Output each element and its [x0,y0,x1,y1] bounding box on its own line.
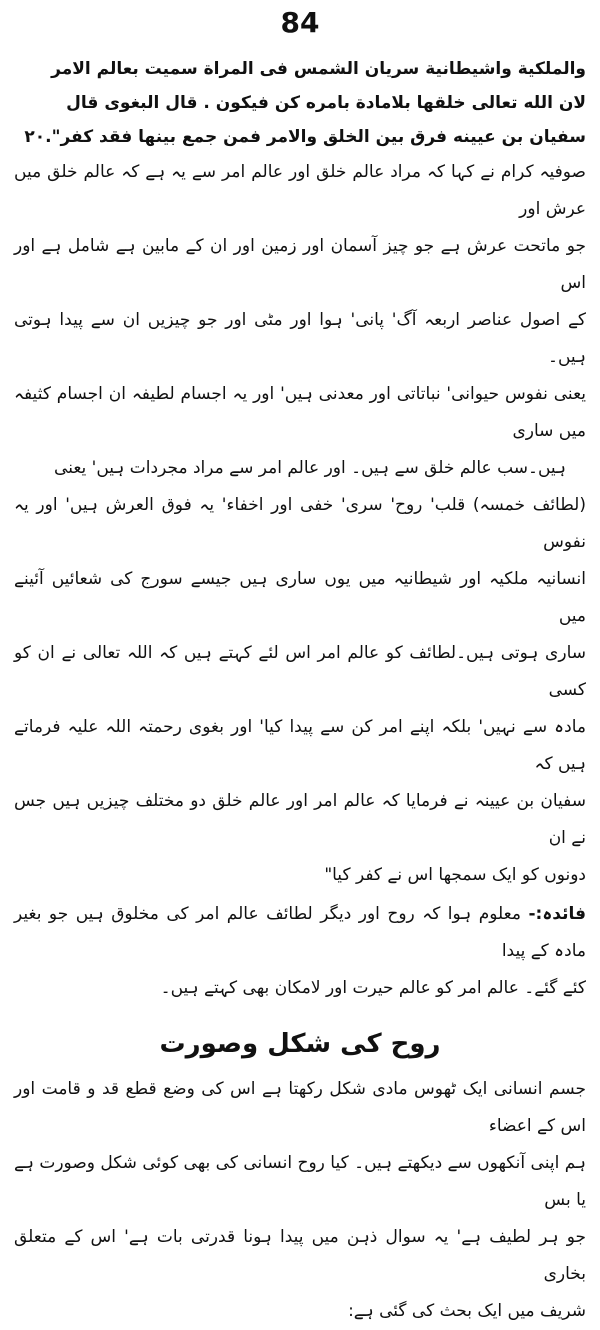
urdu-paragraph-soul-form [14,1071,586,1330]
benefit-note [14,896,586,1007]
text-line: جو ماتحت عرش ہے جو چیز آسمان اور زمین اور ان کے مابین ہے شامل ہے اور اس [14,236,586,293]
text-line: صوفیہ کرام نے کہا کہ مراد عالم خلق اور عالم امر سے یہ ہے کہ عالم خلق میں عرش اور [14,162,586,219]
text-line: جو ہر لطیف ہے' یہ سوال ذہن میں پیدا ہونا قدرتی بات ہے' اس کے متعلق بخاری [14,1227,586,1284]
benefit-label: فائدہ:- [528,904,587,924]
text-line: ساری ہوتی ہیں۔لطائف کو عالم امر اس لئے کہتے ہیں کہ اللہ تعالی نے ان کو کسی [14,643,586,700]
arabic-line: سفيان بن عيينه فرق بين الخلق والامر فمن جمع بينها فقد كفر".٢٠ [24,127,586,147]
page-content [14,52,586,1330]
text-line: یعنی نفوس حیوانی' نباتاتی اور معدنی ہیں' اور یہ اجسام لطیفہ ان اجسام کثیفہ میں ساری [14,384,586,441]
section-heading: روح کی شکل وصورت [159,1029,441,1059]
text-line: جسم انسانی ایک ٹھوس مادی شکل رکھتا ہے اس کی وضع قطع قد و قامت اور اس کے اعضاء [14,1079,586,1136]
text-line: دونوں کو ایک سمجھا اس نے کفر کیا" [324,865,586,885]
arabic-line: والملكية واشيطانية سريان الشمس فى المراة سميت بعالم الامر [51,59,586,79]
text-line: (لطائف خمسہ) قلب' روح' سری' خفی اور اخفاء' یہ فوق العرش ہیں' اور یہ نفوس [14,495,586,552]
page-number: 84 [280,6,320,39]
text-line: ہم اپنی آنکھوں سے دیکھتے ہیں۔ کیا روح انسانی کی بھی کوئی شکل وصورت ہے یا بس [14,1153,586,1210]
text-line: شریف میں ایک بحث کی گئی ہے: [348,1301,586,1321]
arabic-line: لان الله تعالى خلقها بلامادة بامره كن فيكون . قال البغوى قال [66,93,586,113]
urdu-paragraph-sufi-explanation [14,154,586,894]
text-line: کے اصول عناصر اربعہ آگ' پانی' ہوا اور مٹی اور جو چیزیں ان سے پیدا ہوتی ہیں۔ [14,310,586,367]
benefit-line: کئے گئے۔ عالم امر کو عالم حیرت اور لامکان بھی کہتے ہیں۔ [160,978,586,998]
text-line: انسانیہ ملکیہ اور شیطانیہ میں یوں ساری ہیں جیسے سورج کی شعائیں آئینے میں [14,569,586,626]
text-line: ہیں۔سب عالم خلق سے ہیں۔ اور عالم امر سے مراد مجردات ہیں' یعنی [54,458,566,478]
arabic-quote [14,52,586,154]
benefit-text: معلوم ہوا کہ روح اور دیگر لطائف عالم امر کی مخلوق ہیں جو بغیر مادہ کے پیدا [14,904,586,961]
text-line: سفیان بن عیینہ نے فرمایا کہ عالم امر اور عالم خلق دو مختلف چیزیں ہیں جس نے ان [14,791,586,848]
benefit-line [14,896,586,970]
text-line: مادہ سے نہیں' بلکہ اپنے امر کن سے پیدا کیا' اور بغوی رحمتہ اللہ علیہ فرماتے ہیں کہ [14,717,586,774]
